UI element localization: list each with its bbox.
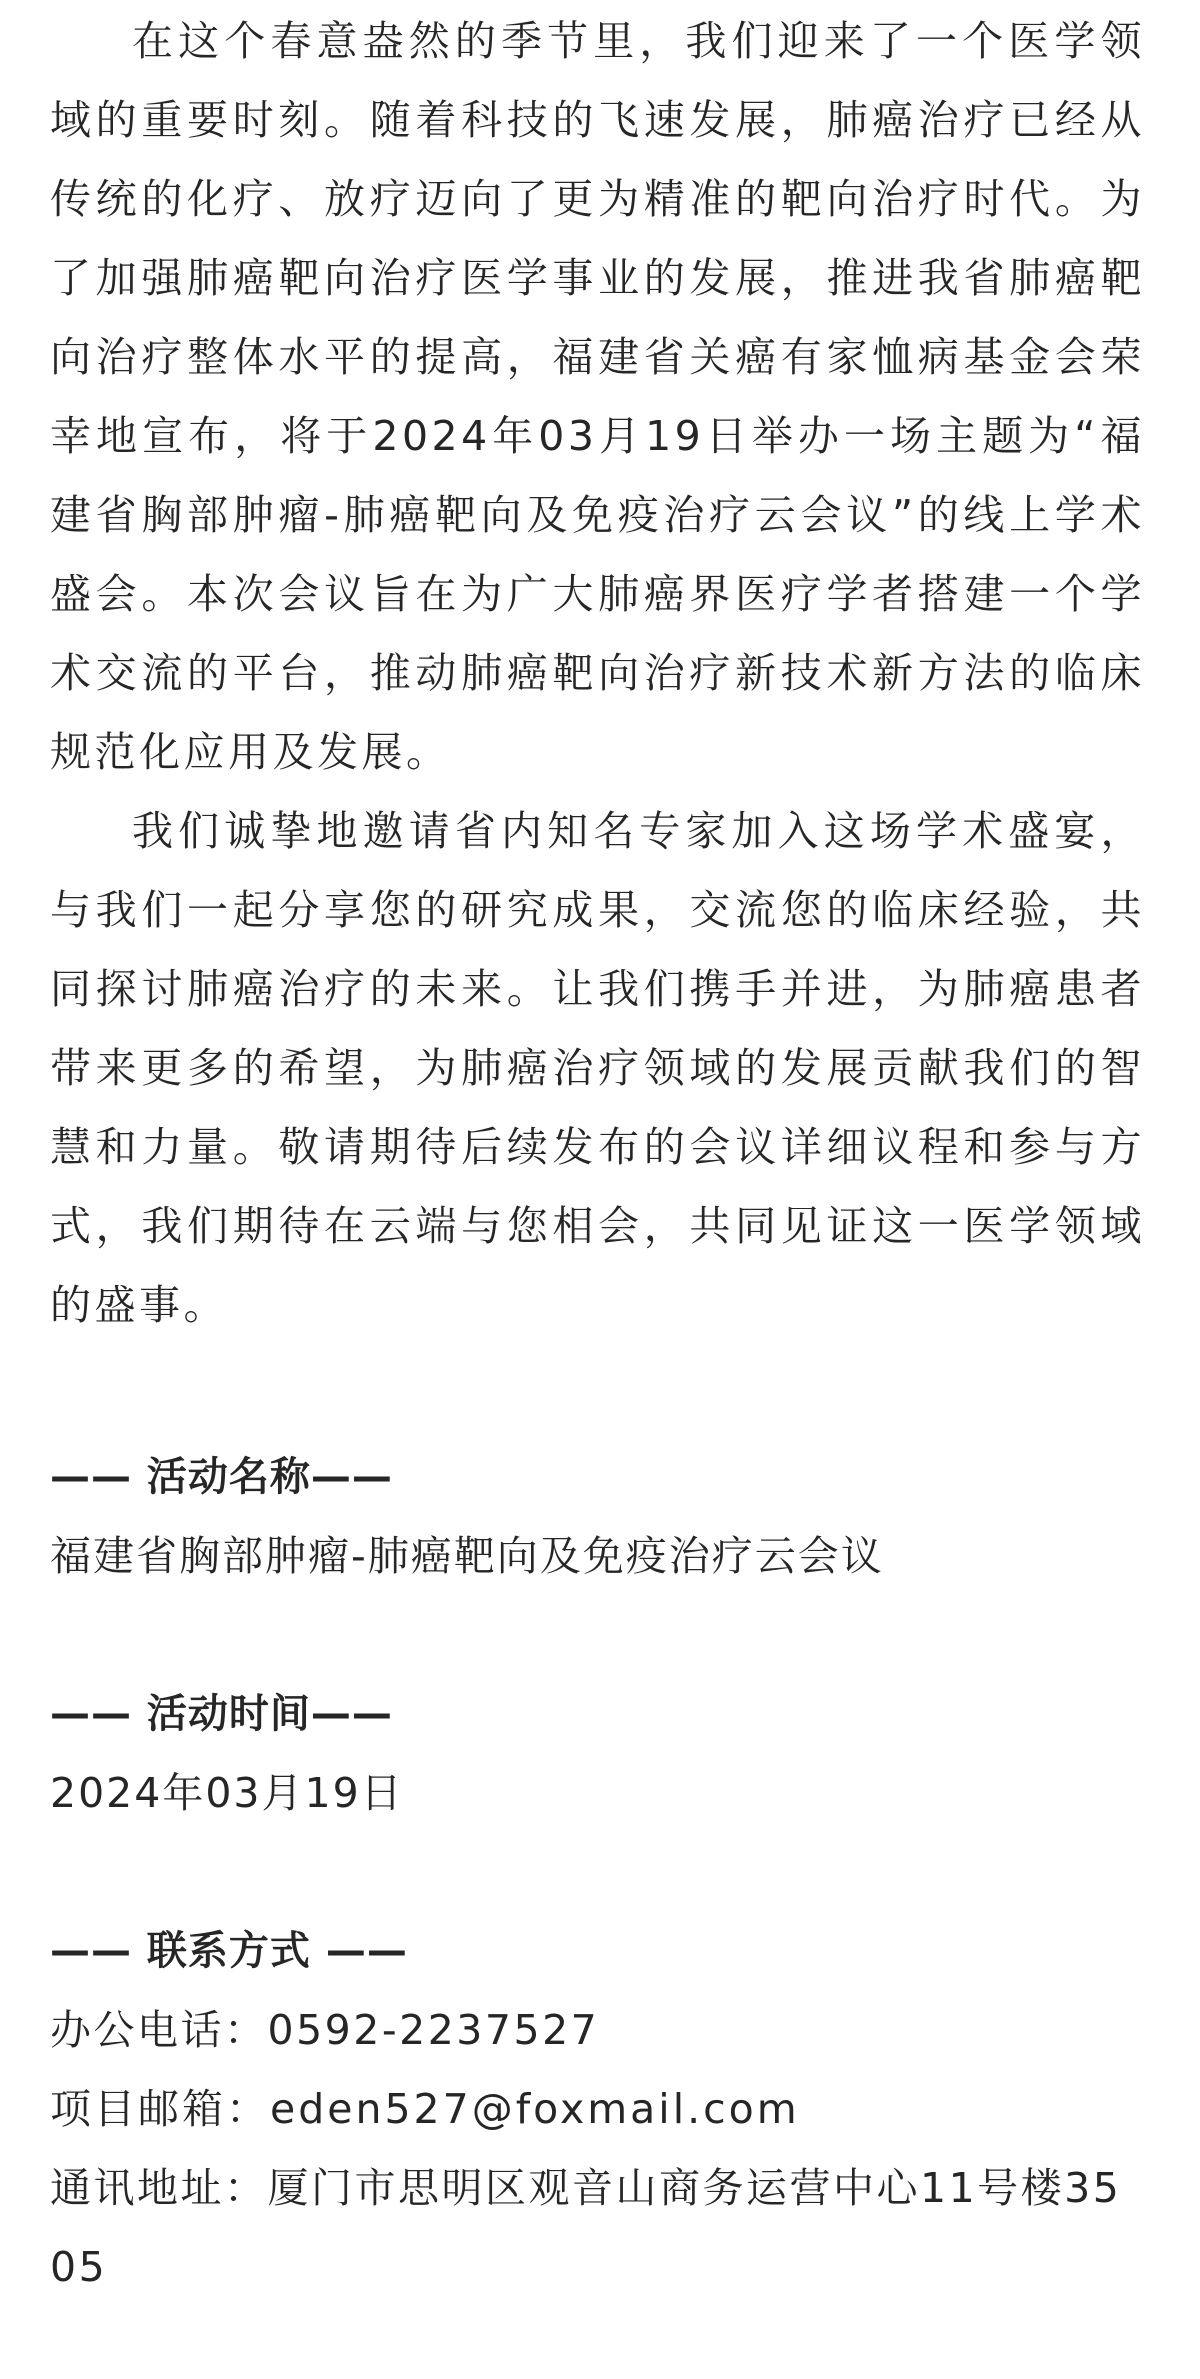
event-name-value: 福建省胸部肿瘤-肺癌靶向及免疫治疗云会议	[50, 1532, 884, 1580]
intro-paragraph-2: 我们诚挚地邀请省内知名专家加入这场学术盛宴，与我们一起分享您的研究成果，交流您的临床经验，共同探讨肺癌治疗的未来。让我们携手并进，为肺癌患者带来更多的希望，为肺癌治疗领域的发展贡献我们的智慧和力量。敬请期待后续发布的会议详细议程和参与方式，我们期待在云端与您相会，共同见证这一医学领域的盛事。	[50, 807, 1145, 1329]
event-name-section	[50, 1447, 1145, 1596]
contact-heading: —— 联系方式 ——	[50, 1928, 408, 1974]
contact-address: 通讯地址：厦门市思明区观音山商务运营中心11号楼3505	[50, 2164, 1122, 2291]
contact-email: 项目邮箱：eden527@foxmail.com	[50, 2085, 800, 2133]
event-time-value: 2024年03月19日	[50, 1769, 404, 1817]
contact-phone: 办公电话：0592-2237527	[50, 2006, 600, 2054]
event-time-section	[50, 1684, 1145, 1833]
intro-paragraph-1: 在这个春意盎然的季节里，我们迎来了一个医学领域的重要时刻。随着科技的飞速发展，肺癌治疗已经从传统的化疗、放疗迈向了更为精准的靶向治疗时代。为了加强肺癌靶向治疗医学事业的发展，推进我省肺癌靶向治疗整体水平的提高，福建省关癌有家恤病基金会荣幸地宣布，将于2024年03月19日举办一场主题为“福建省胸部肿瘤-肺癌靶向及免疫治疗云会议”的线上学术盛会。本次会议旨在为广大肺癌界医疗学者搭建一个学术交流的平台，推动肺癌靶向治疗新技术新方法的临床规范化应用及发展。	[50, 17, 1145, 776]
contact-section	[50, 1921, 1145, 2307]
event-time-heading: —— 活动时间——	[50, 1691, 393, 1737]
event-name-heading: —— 活动名称——	[50, 1454, 393, 1500]
